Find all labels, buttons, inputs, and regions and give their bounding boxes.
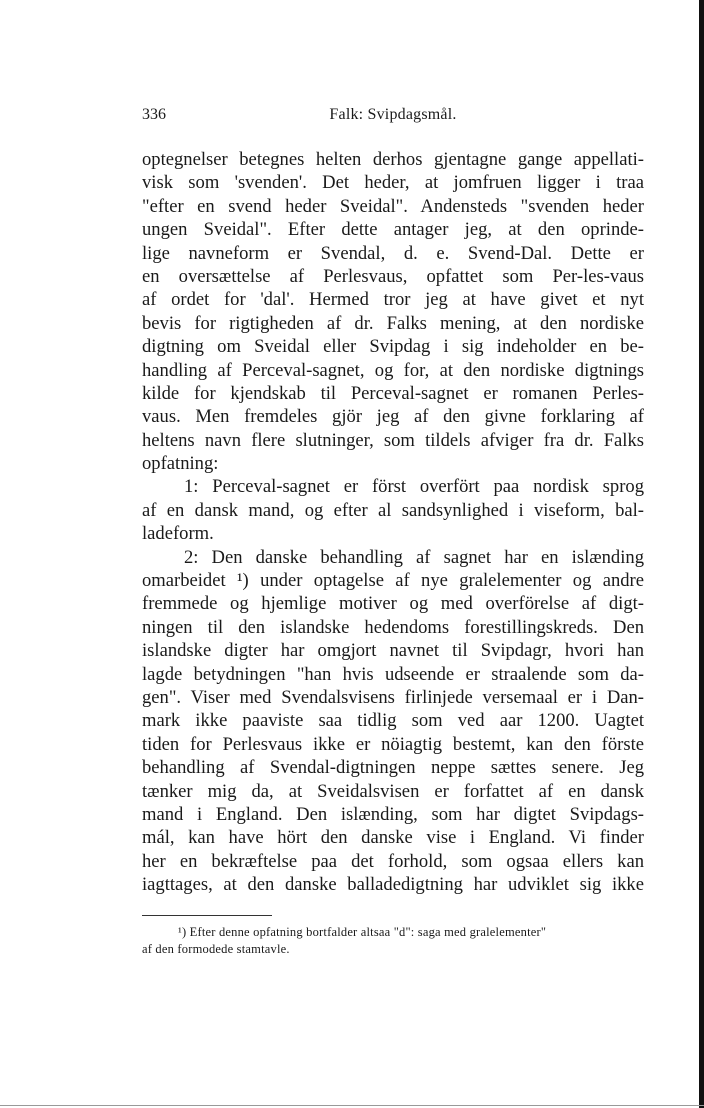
text-line: tænker mig da, at Sveidalsvisen er forfattet af en dansk (142, 780, 644, 802)
text-line: 2: Den danske behandling af sagnet har en islænding (184, 546, 644, 568)
text-line: 1: Perceval-sagnet er först overfört paa nordisk sprog (184, 476, 644, 498)
footnote-line: af den formodede stamtavle. (142, 942, 290, 956)
text-line: kilde for kjendskab til Perceval-sagnet er romanen Perles- (142, 382, 644, 404)
text-line: af ordet for 'dal'. Hermed tror jeg at have givet et nyt (142, 289, 644, 311)
text-line: lagde betydningen "han hvis udseende er straalende som da- (142, 663, 644, 685)
page-header (142, 106, 644, 130)
text-line: mál, kan have hört den danske vise i England. Vi finder (142, 827, 644, 849)
text-line: mand i England. Den islænding, som har digtet Svipdags- (142, 803, 644, 825)
text-line: fremmede og hjemlige motiver og med overförelse af digt- (142, 593, 644, 615)
text-line: omarbeidet ¹) under optagelse af nye gralelementer og andre (142, 570, 644, 592)
text-line: handling af Perceval-sagnet, og for, at den nordiske digtnings (142, 359, 644, 381)
text-line: ungen Sveidal". Efter dette antager jeg, at den oprinde- (142, 219, 644, 241)
text-line: behandling af Svendal-digtningen neppe sættes senere. Jeg (142, 757, 644, 779)
body-text (142, 148, 644, 897)
text-line: "efter en svend heder Sveidal". Andensteds "svenden heder (142, 195, 644, 217)
footnote-rule (142, 915, 272, 916)
text-line: vaus. Men fremdeles gjör jeg af den givne forklaring af (142, 406, 644, 428)
running-title: Falk: Svipdagsmål. (329, 106, 457, 123)
text-line: digtning om Sveidal eller Svipdag i sig indeholder en be- (142, 336, 644, 358)
footnotes (142, 924, 644, 958)
text-line: mark ikke paaviste saa tidlig som ved aar 1200. Uagtet (142, 710, 644, 732)
text-line: optegnelser betegnes helten derhos gjentagne gange appellati- (142, 149, 644, 170)
text-line: lige navneform er Svendal, d. e. Svend-Dal. Dette er (142, 242, 644, 264)
page-number: 336 (142, 106, 166, 123)
footnote-line: ¹) Efter denne opfatning bortfalder altsaa "d": saga med gralelementer" (178, 925, 547, 939)
text-line: bevis for rigtigheden af dr. Falks mening, at den nordiske (142, 312, 644, 334)
text-line: islandske digter har omgjort navnet til Svipdagr, hvori han (142, 640, 644, 662)
text-line: opfatning: (142, 453, 219, 475)
text-line: visk som 'svenden'. Det heder, at jomfruen ligger i traa (142, 172, 644, 194)
page-bottom-edge (0, 1105, 704, 1106)
text-line: af en dansk mand, og efter al sandsynlighed i viseform, bal- (142, 499, 644, 521)
text-line: gen". Viser med Svendalsvisens firlinjede versemaal er i Dan- (142, 686, 644, 708)
text-line: heltens navn flere slutninger, som tildels afviger fra dr. Falks (142, 429, 644, 451)
text-line: iagttages, at den danske balladedigtning har udviklet sig ikke (142, 874, 644, 896)
text-line: ningen til den islandske hedendoms forestillingskreds. Den (142, 616, 644, 638)
text-line: ladeform. (142, 523, 214, 545)
text-line: her en bekræftelse paa det forhold, som ogsaa ellers kan (142, 850, 644, 872)
text-line: tiden for Perlesvaus ikke er nöiagtig bestemt, kan den förste (142, 733, 644, 755)
page-edge-shadow (699, 0, 704, 1108)
text-line: en oversættelse af Perlesvaus, opfattet som Per-les-vaus (142, 265, 644, 287)
